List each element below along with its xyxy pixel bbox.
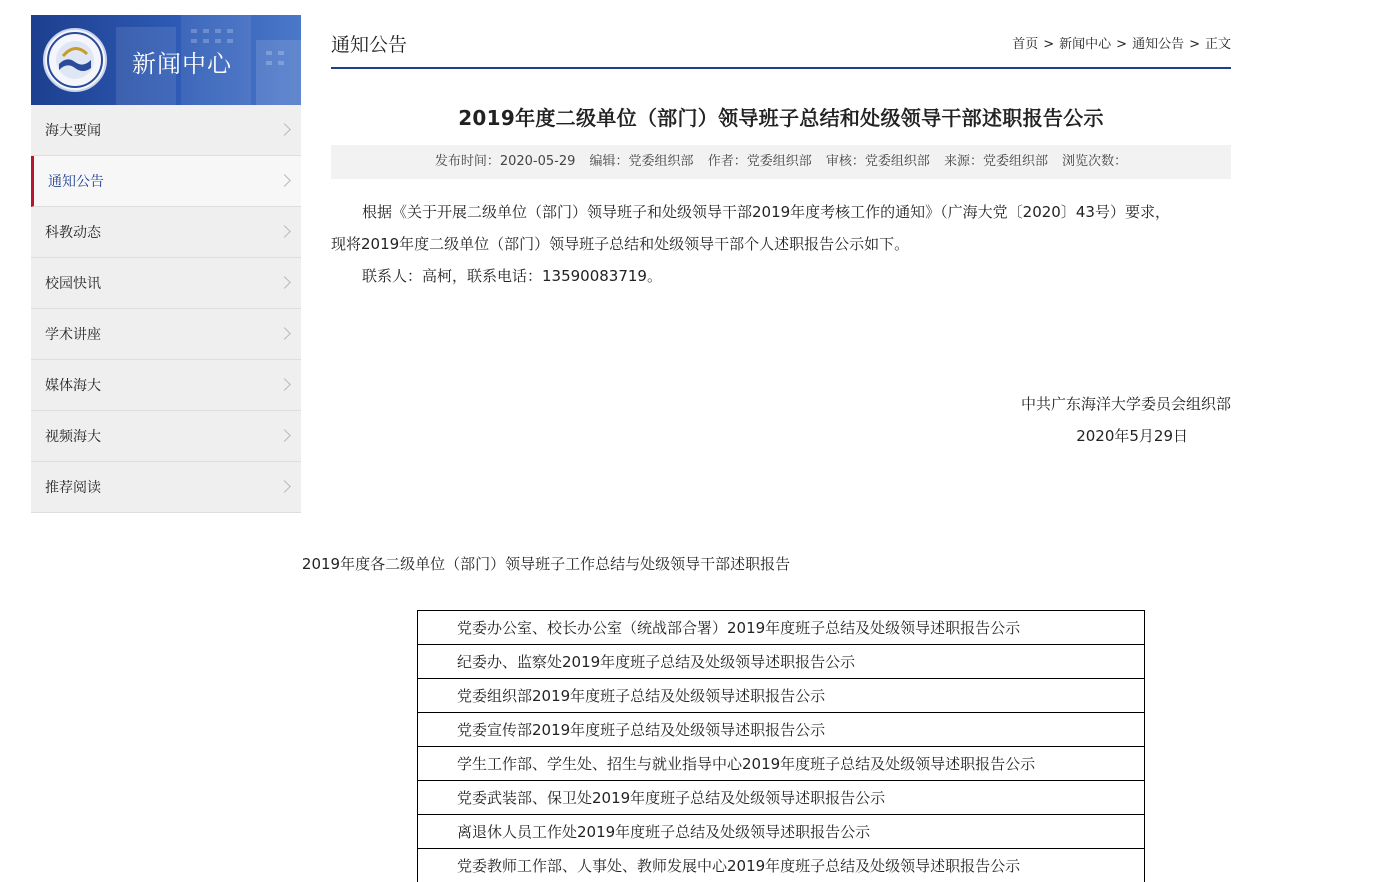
- breadcrumb-notices-link[interactable]: 通知公告: [1132, 37, 1185, 52]
- reviewer: 审核：党委组织部: [825, 154, 930, 169]
- sidebar-item-campus-news[interactable]: [31, 258, 301, 309]
- chevron-right-icon: [278, 174, 291, 187]
- section-header: [331, 15, 1231, 69]
- sidebar-menu: [31, 105, 301, 513]
- sidebar-item-label: 视频海大: [45, 429, 101, 445]
- article-title: 2019年度二级单位（部门）领导班子总结和处级领导干部述职报告公示: [458, 106, 1104, 130]
- chevron-right-icon: [278, 225, 291, 238]
- chevron-right-icon: [278, 123, 291, 136]
- report-list-title: 2019年度各二级单位（部门）领导班子工作总结与处级领导干部述职报告: [301, 555, 791, 573]
- main-content: [331, 15, 1231, 452]
- body-paragraph-continued: 现将2019年度二级单位（部门）领导班子总结和处级领导干部个人述职报告公示如下。: [331, 235, 910, 253]
- chevron-right-icon: [278, 276, 291, 289]
- report-link[interactable]: 纪委办、监察处2019年度班子总结及处级领导述职报告公示: [418, 645, 1145, 679]
- breadcrumb-news-center-link[interactable]: 新闻中心: [1059, 37, 1112, 52]
- sidebar-item-label: 媒体海大: [45, 378, 101, 394]
- sidebar-title: 新闻中心: [132, 50, 232, 78]
- signature-org: 中共广东海洋大学委员会组织部: [1020, 395, 1231, 413]
- publish-time: 发布时间：2020-05-29: [434, 154, 576, 169]
- report-link[interactable]: 党委组织部2019年度班子总结及处级领导述职报告公示: [418, 679, 1145, 713]
- body-paragraph: 根据《关于开展二级单位（部门）领导班子和处级领导干部2019年度考核工作的通知》（广海大党〔2020〕43号）要求，: [362, 203, 1170, 221]
- sidebar-item-label: 学术讲座: [45, 327, 101, 343]
- breadcrumb-separator: >: [1189, 37, 1200, 52]
- signature-block: [331, 388, 1231, 452]
- breadcrumb-separator: >: [1116, 37, 1128, 52]
- sidebar-banner: [31, 15, 301, 105]
- sidebar-item-label: 校园快讯: [45, 276, 101, 292]
- university-logo: [43, 28, 107, 92]
- contact-info: 联系人：高柯，联系电话：13590083719。: [362, 267, 662, 285]
- chevron-right-icon: [278, 327, 291, 340]
- article-meta: [331, 145, 1231, 179]
- sidebar-item-video[interactable]: [31, 411, 301, 462]
- report-link[interactable]: 党委武装部、保卫处2019年度班子总结及处级领导述职报告公示: [418, 781, 1145, 815]
- sidebar-item-label: 科教动态: [45, 225, 101, 241]
- report-link[interactable]: 党委宣传部2019年度班子总结及处级领导述职报告公示: [418, 713, 1145, 747]
- source: 来源：党委组织部: [944, 154, 1049, 169]
- sidebar-item-recommended[interactable]: [31, 462, 301, 513]
- report-link[interactable]: 离退休人员工作处2019年度班子总结及处级领导述职报告公示: [418, 815, 1145, 849]
- view-count: 浏览次数：: [1062, 154, 1128, 169]
- author: 作者：党委组织部: [707, 154, 812, 169]
- signature-date: 2020年5月29日: [1076, 427, 1188, 445]
- article-body: [331, 196, 1231, 292]
- section-title: 通知公告: [331, 34, 408, 56]
- breadcrumb: [1012, 33, 1231, 52]
- report-link[interactable]: 党委教师工作部、人事处、教师发展中心2019年度班子总结及处级领导述职报告公示: [418, 849, 1145, 882]
- sidebar-item-media[interactable]: [31, 360, 301, 411]
- sidebar-item-notices[interactable]: [31, 156, 301, 207]
- sidebar-item-hainan-news[interactable]: [31, 105, 301, 156]
- report-list-table: [417, 610, 1145, 882]
- sidebar: [31, 15, 301, 513]
- report-link[interactable]: 学生工作部、学生处、招生与就业指导中心2019年度班子总结及处级领导述职报告公示: [418, 747, 1145, 781]
- breadcrumb-current: 正文: [1204, 37, 1231, 52]
- sidebar-item-label: 通知公告: [48, 174, 104, 190]
- report-link[interactable]: 党委办公室、校长办公室（统战部合署）2019年度班子总结及处级领导述职报告公示: [418, 611, 1145, 645]
- sidebar-item-research[interactable]: [31, 207, 301, 258]
- chevron-right-icon: [278, 378, 291, 391]
- breadcrumb-separator: >: [1043, 37, 1055, 52]
- breadcrumb-home-link[interactable]: 首页: [1012, 37, 1039, 52]
- chevron-right-icon: [278, 429, 291, 442]
- sidebar-item-label: 海大要闻: [45, 123, 101, 139]
- editor: 编辑：党委组织部: [589, 154, 694, 169]
- sidebar-item-lectures[interactable]: [31, 309, 301, 360]
- sidebar-item-label: 推荐阅读: [45, 480, 101, 496]
- chevron-right-icon: [278, 480, 291, 493]
